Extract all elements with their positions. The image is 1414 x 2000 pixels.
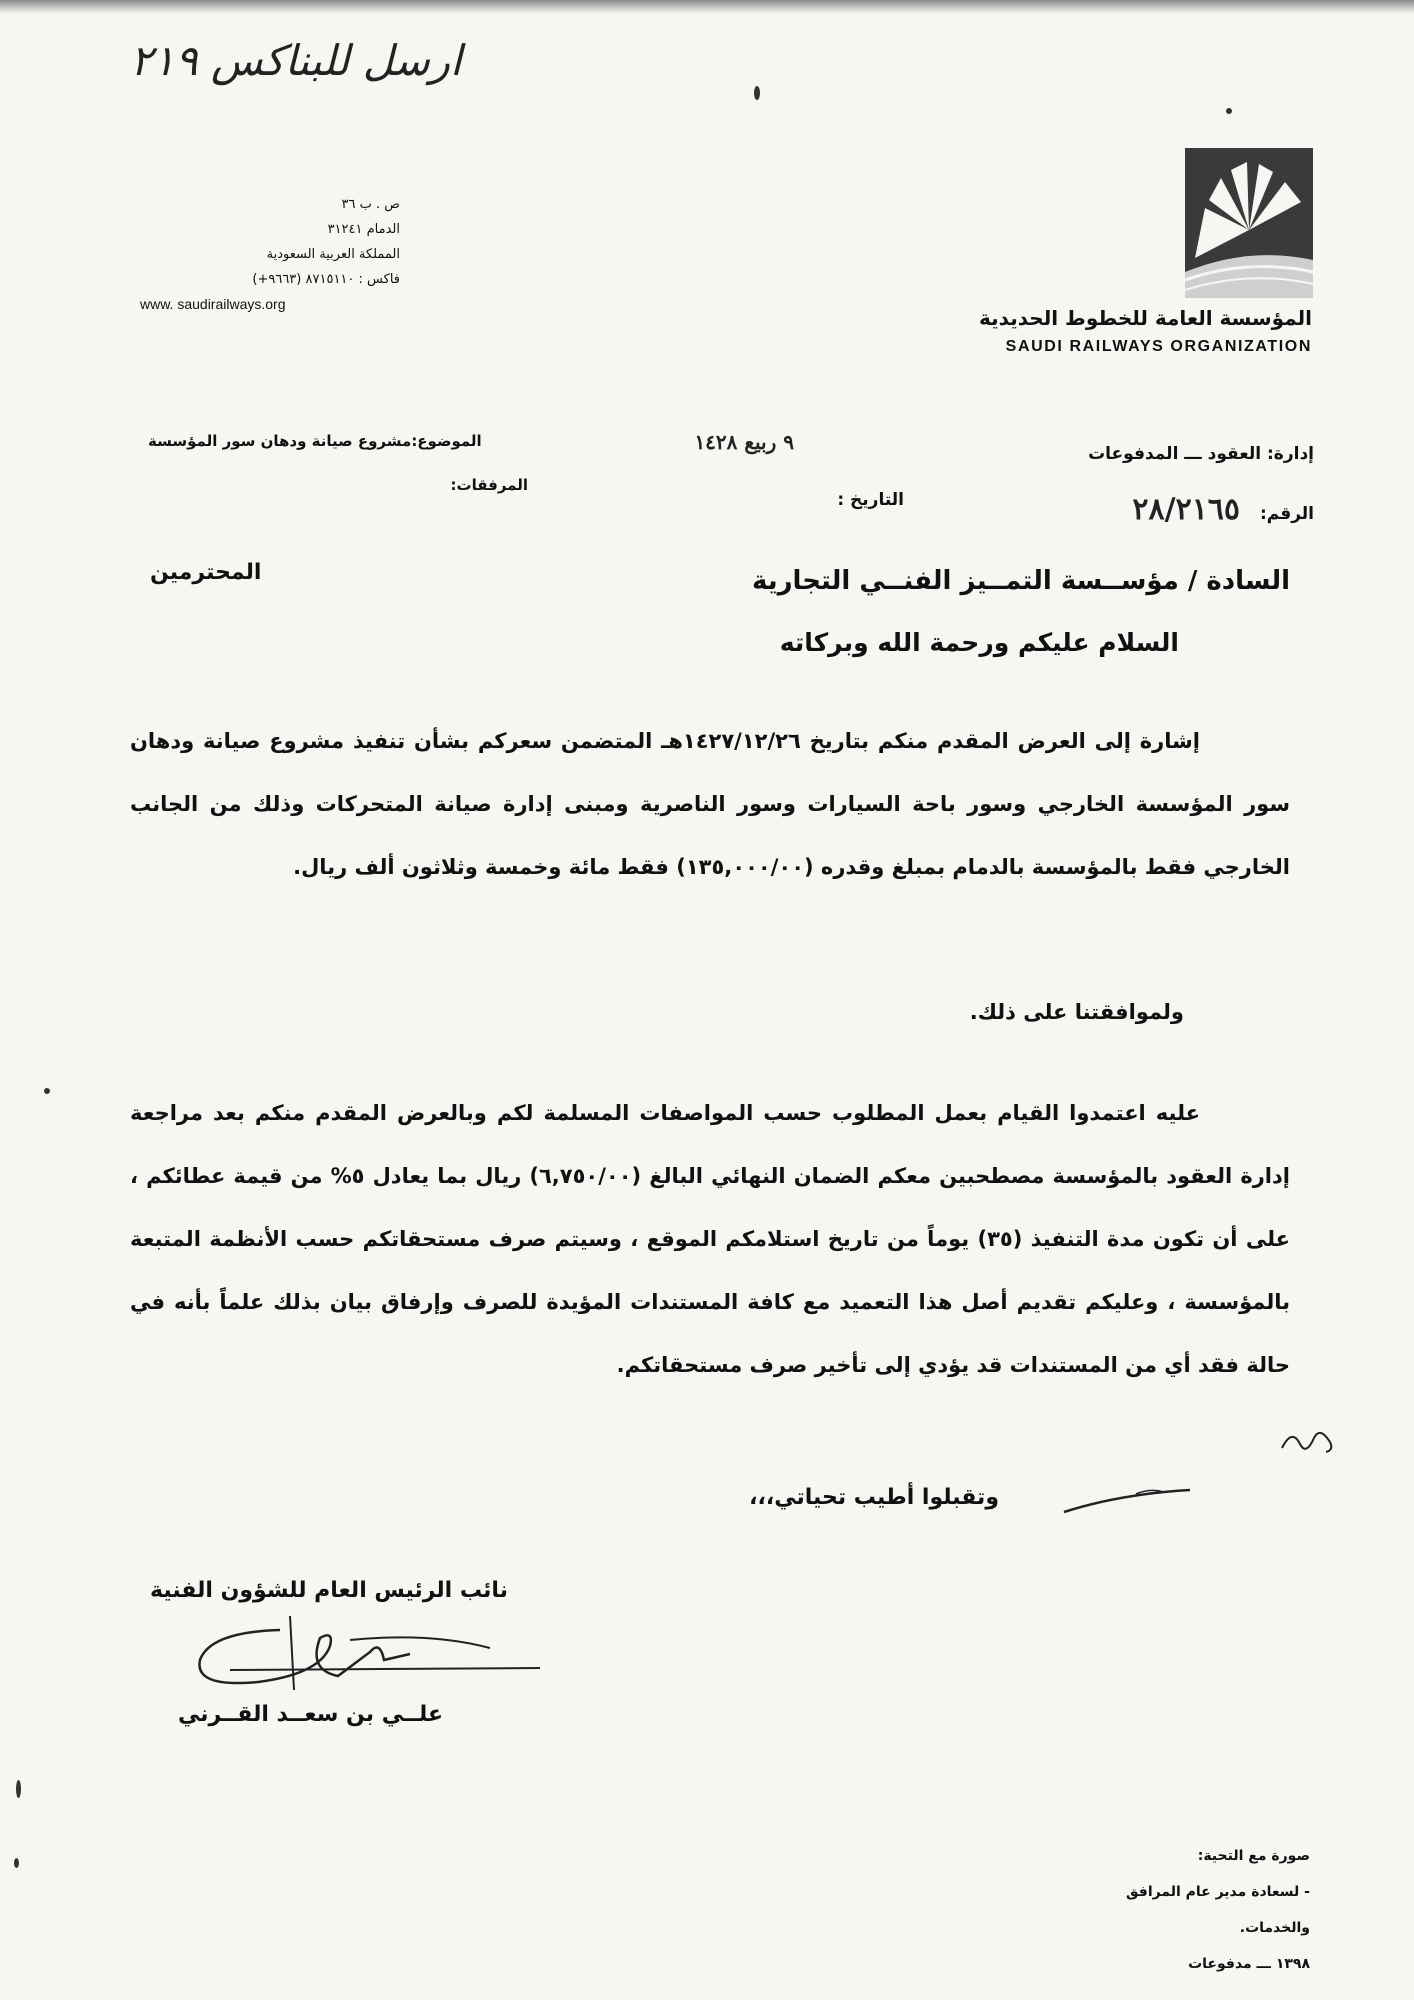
copies-block bbox=[1070, 1838, 1310, 1982]
scan-speck bbox=[16, 1780, 21, 1798]
greeting: السلام عليكم ورحمة الله وبركاته bbox=[779, 628, 1179, 657]
scan-speck bbox=[1226, 108, 1232, 114]
attachments-line: المرفقات: bbox=[450, 476, 528, 494]
paragraph-1: إشارة إلى العرض المقدم منكم بتاريخ ١٤٢٧/١٢/٢٦هـ المتضمن سعركم بشأن تنفيذ مشروع صيانة ودهان سور المؤسسة الخارجي وسور باحة السيارات وسور الناصرية ومبنى إدارة صيانة المتحركات وذلك من الجانب الخارجي فقط بالمؤسسة بالدمام بمبلغ وقدره (١٣٥,٠٠٠/٠٠) فقط مائة وخمسة وثلاثون ألف ريال. bbox=[130, 729, 1290, 879]
organization-logo bbox=[1185, 148, 1313, 298]
scan-speck bbox=[754, 86, 760, 100]
number-value: ٢٨/٢١٦٥ bbox=[1132, 492, 1241, 527]
signatory-name: علــي بن سعــد القــرني bbox=[178, 1702, 444, 1727]
respected-title: المحترمين bbox=[150, 560, 262, 585]
scan-speck bbox=[44, 1088, 50, 1094]
paragraph-3: عليه اعتمدوا القيام بعمل المطلوب حسب المواصفات المسلمة لكم وبالعرض المقدم منكم بعد مراجعة إدارة العقود بالمؤسسة مصطحبين معكم الضمان النهائي البالغ (٦,٧٥٠/٠٠) ريال بما يعادل ٥% من قيمة عطائكم ، على أن تكون مدة التنفيذ (٣٥) يوماً من تاريخ استلامكم الموقع ، وسيتم صرف مستحقاتكم حسب الأنظمة المتبعة بالمؤسسة ، وعليكم تقديم أصل هذا التعميد مع كافة المستندات المؤيدة للصرف وإرفاق بيان بذلك علماً بأنه في حالة فقد أي من المستندات قد يؤدي إلى تأخير صرف مستحقاتكم. bbox=[130, 1101, 1290, 1377]
website: www. saudirailways.org bbox=[140, 296, 286, 312]
initials-mark bbox=[1278, 1420, 1338, 1464]
reference-number bbox=[1132, 492, 1314, 527]
city: الدمام ٣١٢٤١ bbox=[327, 222, 400, 237]
department-line: إدارة: العقود ـــ المدفوعات bbox=[1088, 444, 1314, 464]
number-label: الرقم: bbox=[1259, 504, 1314, 524]
subject-line: الموضوع:مشروع صيانة ودهان سور المؤسسة bbox=[148, 432, 482, 450]
po-box: ص . ب ٣٦ bbox=[341, 197, 400, 212]
date-value: ٩ ربيع ١٤٢٨ bbox=[694, 430, 794, 454]
paragraph-2: ولموافقتنا على ذلك. bbox=[969, 1000, 1184, 1024]
addressee: السادة / مؤســسة التمــيز الفنــي التجارية bbox=[752, 566, 1290, 596]
handwritten-stroke bbox=[1060, 1480, 1200, 1524]
handwritten-signature bbox=[170, 1610, 550, 1705]
scan-edge bbox=[0, 0, 1414, 14]
closing: وتقبلوا أطيب تحياتي،،، bbox=[749, 1485, 999, 1510]
scan-speck bbox=[14, 1858, 19, 1868]
organization-name-en: SAUDI RAILWAYS ORGANIZATION bbox=[1005, 338, 1312, 355]
copies-heading: صورة مع التحية: bbox=[1197, 1848, 1310, 1864]
handwritten-note: ارسل للبناكس ٢١٩ bbox=[130, 36, 462, 85]
copies-line-1: - لسعادة مدير عام المرافق والخدمات. bbox=[1126, 1884, 1310, 1936]
organization-name-ar: المؤسسة العامة للخطوط الحديدية bbox=[979, 306, 1312, 330]
date-label: التاريخ : bbox=[837, 490, 904, 510]
fax: فاكس : ٨٧١٥١١٠ (٩٦٦٣+) bbox=[252, 272, 400, 287]
copies-line-2: ١٣٩٨ ـــ مدفوعات bbox=[1188, 1956, 1310, 1972]
contact-block bbox=[140, 192, 400, 317]
country: المملكة العربية السعودية bbox=[266, 247, 400, 262]
signatory-title: نائب الرئيس العام للشؤون الفنية bbox=[150, 1578, 508, 1603]
